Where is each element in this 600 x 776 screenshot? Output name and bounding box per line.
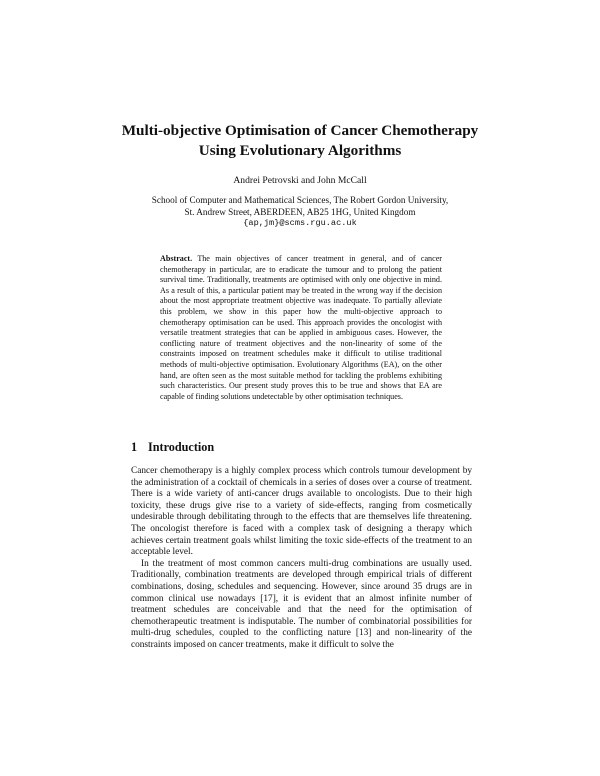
- author-email: {ap,jm}@scms.rgu.ac.uk: [243, 218, 357, 228]
- abstract: [160, 254, 442, 402]
- paper-title: [60, 121, 540, 161]
- section-number: 1: [131, 440, 138, 454]
- section-heading: [131, 440, 214, 454]
- paragraph-2: In the treatment of most common cancers multi-drug combinations are usually used. Traditionally, combination treatments are developed through empirical trials of different combinations, dosing, schedules and sequencing. However, since around 35 drugs are in common clinical use nowadays [17], it is evident that an almost infinite number of treatment schedules are conceivable and that the need for the optimisation of chemotherapeutic treatment is indisputable. The number of combinatorial possibilities for multi-drug schedules, coupled to the conflicting nature [13] and non-linearity of the constraints imposed on cancer treatments, make it difficult to solve the: [131, 558, 472, 650]
- affiliation-line-2: St. Andrew Street, ABERDEEN, AB25 1HG, United Kingdom: [184, 206, 416, 217]
- body-text: [131, 466, 472, 652]
- section-title: Introduction: [148, 440, 215, 454]
- affiliation: [60, 195, 540, 230]
- title-line-2: Using Evolutionary Algorithms: [198, 142, 402, 159]
- title-line-1: Multi-objective Optimisation of Cancer Chemotherapy: [121, 122, 479, 139]
- authors: Andrei Petrovski and John McCall: [233, 175, 367, 186]
- abstract-label: Abstract.: [160, 254, 193, 263]
- abstract-text: The main objectives of cancer treatment in general, and of cancer chemotherapy in particular, are to eradicate the tumour and to prolong the patient survival time. Traditionally, treatments are optimised with only one objective in mind. As a result of this, a particular patient may be treated in the wrong way if the decision about the most appropriate treatment objective was inadequate. To partially alleviate this problem, we show in this paper how the multi-objective approach to chemotherapy optimisation can be used. This approach provides the oncologist with versatile treatment strategies that can be applied in ambiguous cases. However, the conflicting nature of treatment objectives and the non-linearity of some of the constraints imposed on treatment schedules make it difficult to utilise traditional methods of multi-objective optimisation. Evolutionary Algorithms (EA), on the other hand, are often seen as the most suitable method for tackling the problems exhibiting such characteristics. Our present study proves this to be true and shows that EA are capable of finding solutions undetectable by other optimisation techniques.: [160, 254, 442, 401]
- paragraph-1: Cancer chemotherapy is a highly complex process which controls tumour development by the administration of a cocktail of chemicals in a series of doses over a course of treatment. There is a wide variety of anti-cancer drugs available to oncologists. Due to their high toxicity, these drugs give rise to a variety of side-effects, ranging from cosmetically undesirable through debilitating through to the effects that are themselves life threatening. The oncologist therefore is faced with a complex task of designing a therapy which achieves certain treatment goals whilst limiting the toxic side-effects of the treatment to an acceptable level.: [131, 466, 472, 558]
- affiliation-line-1: School of Computer and Mathematical Sciences, The Robert Gordon University,: [151, 195, 449, 205]
